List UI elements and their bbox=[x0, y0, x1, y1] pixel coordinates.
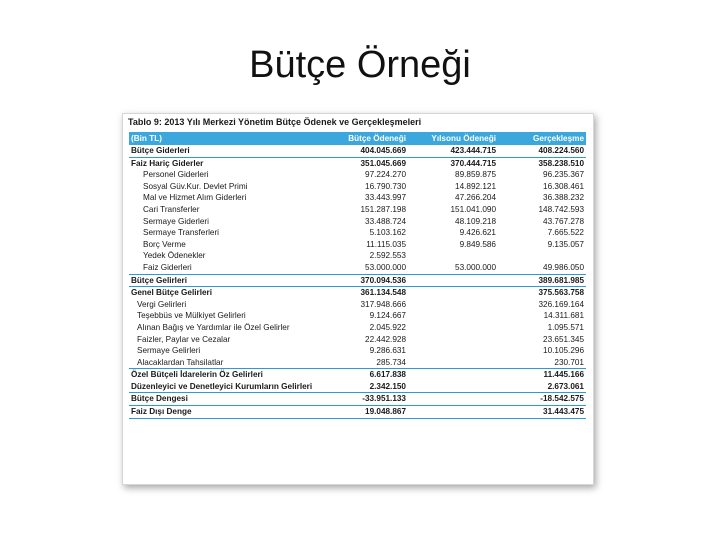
budget-table-image bbox=[122, 113, 594, 485]
realization-value: 96.235.367 bbox=[543, 170, 584, 180]
table-row bbox=[129, 322, 586, 334]
header-yearend-allocation: Yılsonu Ödeneği bbox=[431, 134, 496, 143]
realization-value: 326.169.164 bbox=[538, 299, 584, 309]
row-label: Yedek Ödenekler bbox=[143, 251, 206, 261]
realization-value: 36.388.232 bbox=[543, 193, 584, 203]
realization-value: 23.651.345 bbox=[543, 334, 584, 344]
budget-allocation-value: 33.443.997 bbox=[365, 193, 406, 203]
budget-allocation-value: 351.045.669 bbox=[360, 158, 406, 168]
yearend-allocation-value: 53.000.000 bbox=[455, 262, 496, 272]
table-row bbox=[129, 181, 586, 193]
table-row bbox=[129, 368, 586, 381]
row-label: Teşebbüs ve Mülkiyet Gelirleri bbox=[137, 311, 246, 321]
row-label: Sermaye Gelirleri bbox=[137, 346, 201, 356]
row-label: Bütçe Giderleri bbox=[131, 146, 190, 155]
table-row bbox=[129, 357, 586, 369]
table-row bbox=[129, 262, 586, 274]
yearend-allocation-value: 47.266.204 bbox=[455, 193, 496, 203]
realization-value: -18.542.575 bbox=[540, 394, 584, 404]
budget-allocation-value: 11.115.035 bbox=[366, 239, 406, 249]
table-row bbox=[129, 227, 586, 239]
realization-value: 9.135.057 bbox=[547, 239, 584, 249]
realization-value: 10.105.296 bbox=[543, 346, 584, 356]
row-label: Borç Verme bbox=[143, 239, 186, 249]
realization-value: 1.095.571 bbox=[547, 322, 584, 332]
table-row bbox=[129, 239, 586, 251]
slide-title: Bütçe Örneği bbox=[249, 44, 471, 86]
budget-allocation-value: 33.488.724 bbox=[365, 216, 406, 226]
table-row bbox=[129, 334, 586, 346]
realization-value: 11.445.166 bbox=[543, 370, 584, 380]
yearend-allocation-value: 423.444.715 bbox=[450, 146, 496, 155]
table-row bbox=[129, 345, 586, 357]
budget-allocation-value: 16.790.730 bbox=[365, 181, 406, 191]
yearend-allocation-value: 14.892.121 bbox=[455, 181, 496, 191]
budget-allocation-value: 53.000.000 bbox=[365, 262, 406, 272]
table-row bbox=[129, 392, 586, 406]
realization-value: 31.443.475 bbox=[543, 407, 584, 417]
row-label: Sermaye Transferleri bbox=[143, 228, 219, 238]
budget-allocation-value: 97.224.270 bbox=[365, 170, 406, 180]
row-label: Düzenleyici ve Denetleyici Kurumların Gelirleri bbox=[131, 381, 313, 391]
table-row bbox=[129, 299, 586, 311]
realization-value: 49.986.050 bbox=[543, 262, 584, 272]
realization-value: 375.563.758 bbox=[538, 288, 584, 298]
budget-allocation-value: 2.342.150 bbox=[369, 381, 406, 391]
realization-value: 389.681.985 bbox=[538, 275, 584, 285]
budget-allocation-value: 404.045.669 bbox=[360, 146, 406, 155]
budget-allocation-value: 151.287.198 bbox=[360, 204, 406, 214]
realization-value: 43.767.278 bbox=[543, 216, 584, 226]
budget-allocation-value: 22.442.928 bbox=[365, 334, 406, 344]
row-label: Özel Bütçeli İdarelerin Öz Gelirleri bbox=[131, 370, 263, 380]
row-label: Bütçe Dengesi bbox=[131, 394, 188, 404]
table-row bbox=[129, 310, 586, 322]
realization-value: 16.308.461 bbox=[543, 181, 584, 191]
table-row bbox=[129, 287, 586, 299]
table-row bbox=[129, 274, 586, 288]
row-label: Mal ve Hizmet Alım Giderleri bbox=[143, 193, 247, 203]
budget-allocation-value: 5.103.162 bbox=[369, 228, 406, 238]
budget-allocation-value: 19.048.867 bbox=[365, 407, 406, 417]
budget-table bbox=[129, 132, 586, 419]
realization-value: 230.701 bbox=[554, 357, 584, 367]
budget-allocation-value: 361.134.548 bbox=[360, 288, 406, 298]
row-label: Faiz Giderleri bbox=[143, 262, 192, 272]
table-header-row bbox=[129, 132, 586, 145]
budget-allocation-value: 9.286.631 bbox=[369, 346, 406, 356]
realization-value: 14.311.681 bbox=[543, 311, 584, 321]
budget-allocation-value: 6.617.838 bbox=[369, 370, 406, 380]
table-row bbox=[129, 406, 586, 419]
table-row bbox=[129, 169, 586, 181]
table-body bbox=[129, 145, 586, 419]
realization-value: 358.238.510 bbox=[538, 158, 584, 168]
budget-allocation-value: 370.094.536 bbox=[360, 275, 406, 285]
realization-value: 2.673.061 bbox=[547, 381, 584, 391]
yearend-allocation-value: 89.859.875 bbox=[455, 170, 496, 180]
table-row bbox=[129, 192, 586, 204]
row-label: Sermaye Giderleri bbox=[143, 216, 209, 226]
budget-allocation-value: 285.734 bbox=[376, 357, 406, 367]
table-row bbox=[129, 204, 586, 216]
row-label: Alınan Bağış ve Yardımlar ile Özel Gelirler bbox=[137, 322, 290, 332]
header-realization: Gerçekleşme bbox=[533, 134, 584, 143]
yearend-allocation-value: 370.444.715 bbox=[450, 158, 496, 168]
row-label: Faizler, Paylar ve Cezalar bbox=[137, 334, 231, 344]
row-label: Bütçe Gelirleri bbox=[131, 275, 187, 285]
table-row bbox=[129, 250, 586, 262]
row-label: Faiz Hariç Giderler bbox=[131, 158, 204, 168]
realization-value: 7.665.522 bbox=[547, 228, 584, 238]
budget-allocation-value: 2.592.553 bbox=[369, 251, 406, 261]
row-label: Vergi Gelirleri bbox=[137, 299, 187, 309]
row-label: Personel Giderleri bbox=[143, 170, 209, 180]
table-row bbox=[129, 381, 586, 393]
budget-allocation-value: 2.045.922 bbox=[369, 322, 406, 332]
realization-value: 148.742.593 bbox=[538, 204, 584, 214]
budget-allocation-value: 317.948.666 bbox=[360, 299, 406, 309]
header-budget-allocation: Bütçe Ödeneği bbox=[348, 134, 406, 143]
yearend-allocation-value: 9.849.586 bbox=[459, 239, 496, 249]
table-row bbox=[129, 216, 586, 228]
realization-value: 408.224.560 bbox=[538, 146, 584, 155]
table-row bbox=[129, 145, 586, 158]
budget-allocation-value: 9.124.667 bbox=[369, 311, 406, 321]
yearend-allocation-value: 9.426.621 bbox=[459, 228, 496, 238]
header-unit: (Bin TL) bbox=[131, 134, 162, 143]
row-label: Alacaklardan Tahsilatlar bbox=[137, 357, 224, 367]
yearend-allocation-value: 151.041.090 bbox=[450, 204, 496, 214]
row-label: Faiz Dışı Denge bbox=[131, 407, 192, 417]
yearend-allocation-value: 48.109.218 bbox=[455, 216, 496, 226]
table-row bbox=[129, 158, 586, 170]
row-label: Sosyal Güv.Kur. Devlet Primi bbox=[143, 181, 248, 191]
row-label: Cari Transferler bbox=[143, 204, 200, 214]
table-caption: Tablo 9: 2013 Yılı Merkezi Yönetim Bütçe Ödenek ve Gerçekleşmeleri bbox=[128, 117, 422, 127]
budget-allocation-value: -33.951.133 bbox=[362, 394, 406, 404]
row-label: Genel Bütçe Gelirleri bbox=[131, 288, 212, 298]
